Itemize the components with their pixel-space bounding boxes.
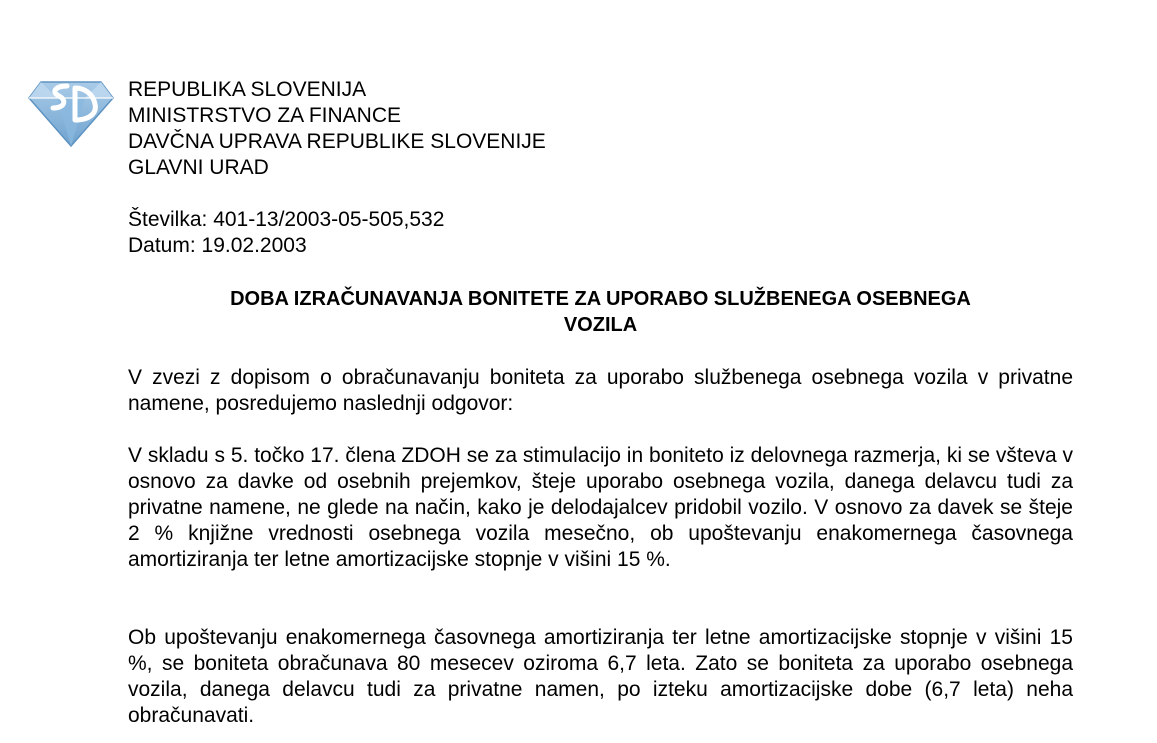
header-ministry: MINISTRSTVO ZA FINANCE <box>128 104 402 127</box>
document-title <box>128 286 1073 338</box>
tax-administration-logo-icon <box>27 76 115 150</box>
title-line-1: DOBA IZRAČUNAVANJA BONITETE ZA UPORABO SLUŽBENEGA OSEBNEGA <box>230 288 971 310</box>
body-paragraph-2: V skladu s 5. točko 17. člena ZDOH se za stimulacijo in boniteto iz delovnega razmerja, ki se všteva v osnovo za davke od osebnih prejemkov, šteje uporabo osebnega vozila, danega delavcu tudi za privatne namene, ne glede na način, kako je delodajalcev pridobil vozilo. V osnovo za davek se šteje 2 % knjižne vrednosti osebnega vozila mesečno, ob upoštevanju enakomernega časovnega amortiziranja ter letne amortizacijske stopnje v višini 15 %. <box>128 444 1073 571</box>
institution-header <box>128 77 546 181</box>
document-meta <box>128 207 444 259</box>
document-number: Številka: 401-13/2003-05-505,532 <box>128 208 445 231</box>
title-line-2: VOZILA <box>563 314 638 336</box>
header-tax-administration: DAVČNA UPRAVA REPUBLIKE SLOVENIJE <box>128 130 546 153</box>
document-date: Datum: 19.02.2003 <box>128 234 307 257</box>
body-paragraph-3: Ob upoštevanju enakomernega časovnega amortiziranja ter letne amortizacijske stopnje v višini 15 %, se boniteta obračunava 80 mesecev oziroma 6,7 leta. Zato se boniteta za uporabo osebnega vozila, danega delavcu tudi za privatne namen, po izteku amortizacijske dobe (6,7 leta) neha obračunavati. <box>128 626 1073 727</box>
body-paragraph-1: V zvezi z dopisom o obračunavanju boniteta za uporabo službenega osebnega vozila v privatne namene, posredujemo naslednji odgovor: <box>128 366 1073 415</box>
header-republic: REPUBLIKA SLOVENIJA <box>128 78 367 101</box>
header-office: GLAVNI URAD <box>128 156 269 179</box>
